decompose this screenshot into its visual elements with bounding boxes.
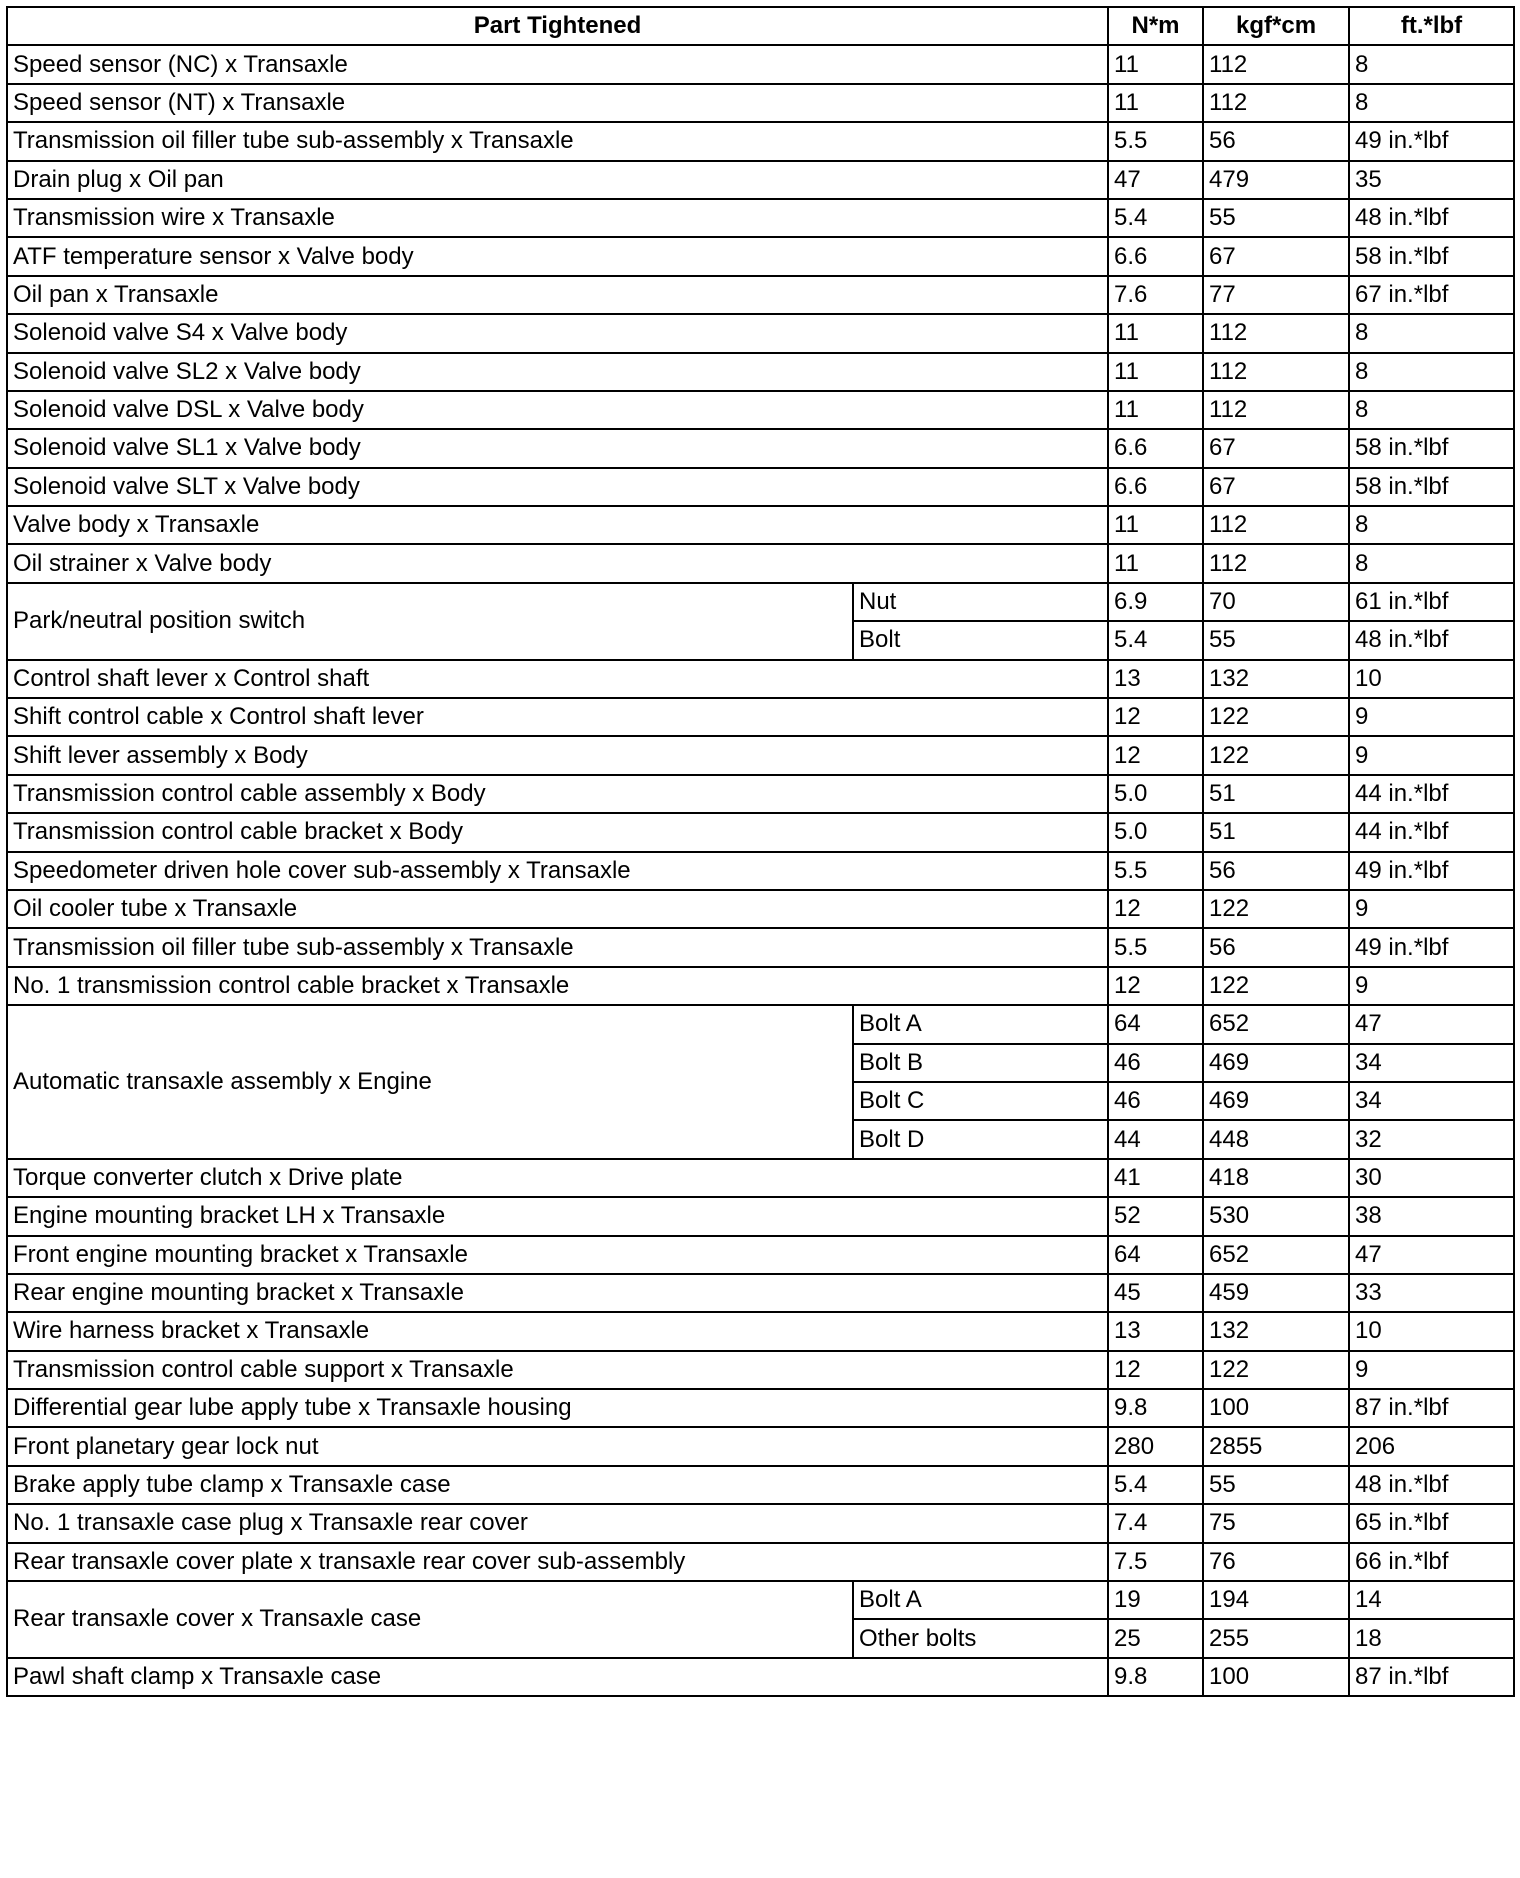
fastener-cell: Bolt A [853, 1581, 1108, 1619]
nm-cell: 5.5 [1108, 122, 1203, 160]
table-row [7, 1197, 1514, 1235]
table-row [7, 736, 1514, 774]
header-ft-lbf: ft.*lbf [1349, 7, 1514, 45]
ft-lbf-cell: 65 in.*lbf [1349, 1504, 1514, 1542]
part-cell: Transmission control cable bracket x Body [7, 813, 1108, 851]
kgf-cm-cell: 51 [1203, 775, 1349, 813]
part-cell: Speed sensor (NT) x Transaxle [7, 84, 1108, 122]
table-row [7, 1581, 1514, 1619]
header-nm: N*m [1108, 7, 1203, 45]
kgf-cm-cell: 652 [1203, 1236, 1349, 1274]
table-row [7, 353, 1514, 391]
ft-lbf-cell: 8 [1349, 353, 1514, 391]
kgf-cm-cell: 122 [1203, 698, 1349, 736]
part-cell: Park/neutral position switch [7, 583, 853, 660]
nm-cell: 5.4 [1108, 621, 1203, 659]
kgf-cm-cell: 100 [1203, 1389, 1349, 1427]
kgf-cm-cell: 75 [1203, 1504, 1349, 1542]
ft-lbf-cell: 9 [1349, 736, 1514, 774]
part-cell: Automatic transaxle assembly x Engine [7, 1005, 853, 1159]
nm-cell: 11 [1108, 353, 1203, 391]
table-row [7, 391, 1514, 429]
table-row [7, 506, 1514, 544]
part-cell: Transmission control cable assembly x Body [7, 775, 1108, 813]
fastener-cell: Bolt A [853, 1005, 1108, 1043]
table-header-row [7, 7, 1514, 45]
table-row [7, 698, 1514, 736]
table-row [7, 468, 1514, 506]
part-cell: Solenoid valve SL2 x Valve body [7, 353, 1108, 391]
ft-lbf-cell: 10 [1349, 1312, 1514, 1350]
kgf-cm-cell: 479 [1203, 161, 1349, 199]
ft-lbf-cell: 58 in.*lbf [1349, 237, 1514, 275]
kgf-cm-cell: 100 [1203, 1658, 1349, 1696]
table-row [7, 1427, 1514, 1465]
ft-lbf-cell: 49 in.*lbf [1349, 928, 1514, 966]
nm-cell: 47 [1108, 161, 1203, 199]
part-cell: Solenoid valve SLT x Valve body [7, 468, 1108, 506]
nm-cell: 12 [1108, 698, 1203, 736]
kgf-cm-cell: 77 [1203, 276, 1349, 314]
nm-cell: 6.6 [1108, 429, 1203, 467]
nm-cell: 13 [1108, 660, 1203, 698]
part-cell: Transmission wire x Transaxle [7, 199, 1108, 237]
table-row [7, 1543, 1514, 1581]
ft-lbf-cell: 8 [1349, 314, 1514, 352]
table-row [7, 1504, 1514, 1542]
torque-specification-table [6, 6, 1515, 1697]
table-row [7, 276, 1514, 314]
ft-lbf-cell: 49 in.*lbf [1349, 122, 1514, 160]
ft-lbf-cell: 66 in.*lbf [1349, 1543, 1514, 1581]
ft-lbf-cell: 9 [1349, 1351, 1514, 1389]
table-row [7, 928, 1514, 966]
ft-lbf-cell: 9 [1349, 890, 1514, 928]
kgf-cm-cell: 55 [1203, 1466, 1349, 1504]
nm-cell: 64 [1108, 1236, 1203, 1274]
nm-cell: 9.8 [1108, 1389, 1203, 1427]
table-row [7, 813, 1514, 851]
kgf-cm-cell: 55 [1203, 621, 1349, 659]
ft-lbf-cell: 10 [1349, 660, 1514, 698]
table-row [7, 583, 1514, 621]
fastener-cell: Other bolts [853, 1619, 1108, 1657]
ft-lbf-cell: 47 [1349, 1236, 1514, 1274]
kgf-cm-cell: 122 [1203, 736, 1349, 774]
kgf-cm-cell: 112 [1203, 314, 1349, 352]
kgf-cm-cell: 132 [1203, 660, 1349, 698]
ft-lbf-cell: 206 [1349, 1427, 1514, 1465]
table-row [7, 967, 1514, 1005]
part-cell: No. 1 transaxle case plug x Transaxle rear cover [7, 1504, 1108, 1542]
kgf-cm-cell: 112 [1203, 506, 1349, 544]
nm-cell: 6.6 [1108, 237, 1203, 275]
ft-lbf-cell: 8 [1349, 84, 1514, 122]
part-cell: Differential gear lube apply tube x Transaxle housing [7, 1389, 1108, 1427]
table-row [7, 237, 1514, 275]
table-row [7, 852, 1514, 890]
nm-cell: 11 [1108, 544, 1203, 582]
kgf-cm-cell: 76 [1203, 1543, 1349, 1581]
nm-cell: 12 [1108, 1351, 1203, 1389]
part-cell: Valve body x Transaxle [7, 506, 1108, 544]
part-cell: Speedometer driven hole cover sub-assembly x Transaxle [7, 852, 1108, 890]
fastener-cell: Bolt D [853, 1120, 1108, 1158]
ft-lbf-cell: 32 [1349, 1120, 1514, 1158]
nm-cell: 12 [1108, 736, 1203, 774]
kgf-cm-cell: 112 [1203, 353, 1349, 391]
kgf-cm-cell: 469 [1203, 1044, 1349, 1082]
ft-lbf-cell: 44 in.*lbf [1349, 775, 1514, 813]
nm-cell: 11 [1108, 45, 1203, 83]
ft-lbf-cell: 47 [1349, 1005, 1514, 1043]
kgf-cm-cell: 122 [1203, 967, 1349, 1005]
kgf-cm-cell: 56 [1203, 122, 1349, 160]
kgf-cm-cell: 67 [1203, 237, 1349, 275]
nm-cell: 5.4 [1108, 1466, 1203, 1504]
ft-lbf-cell: 49 in.*lbf [1349, 852, 1514, 890]
part-cell: Transmission control cable support x Transaxle [7, 1351, 1108, 1389]
nm-cell: 12 [1108, 890, 1203, 928]
kgf-cm-cell: 56 [1203, 928, 1349, 966]
kgf-cm-cell: 469 [1203, 1082, 1349, 1120]
part-cell: Drain plug x Oil pan [7, 161, 1108, 199]
fastener-cell: Bolt [853, 621, 1108, 659]
nm-cell: 12 [1108, 967, 1203, 1005]
ft-lbf-cell: 58 in.*lbf [1349, 429, 1514, 467]
ft-lbf-cell: 18 [1349, 1619, 1514, 1657]
part-cell: Rear engine mounting bracket x Transaxle [7, 1274, 1108, 1312]
table-row [7, 1312, 1514, 1350]
ft-lbf-cell: 8 [1349, 45, 1514, 83]
part-cell: Solenoid valve DSL x Valve body [7, 391, 1108, 429]
nm-cell: 6.6 [1108, 468, 1203, 506]
nm-cell: 7.5 [1108, 1543, 1203, 1581]
nm-cell: 280 [1108, 1427, 1203, 1465]
ft-lbf-cell: 87 in.*lbf [1349, 1658, 1514, 1696]
table-row [7, 1466, 1514, 1504]
part-cell: Solenoid valve SL1 x Valve body [7, 429, 1108, 467]
ft-lbf-cell: 58 in.*lbf [1349, 468, 1514, 506]
table-row [7, 1658, 1514, 1696]
nm-cell: 45 [1108, 1274, 1203, 1312]
kgf-cm-cell: 56 [1203, 852, 1349, 890]
part-cell: Solenoid valve S4 x Valve body [7, 314, 1108, 352]
ft-lbf-cell: 9 [1349, 698, 1514, 736]
ft-lbf-cell: 34 [1349, 1082, 1514, 1120]
table-row [7, 199, 1514, 237]
part-cell: Engine mounting bracket LH x Transaxle [7, 1197, 1108, 1235]
ft-lbf-cell: 8 [1349, 391, 1514, 429]
part-cell: Transmission oil filler tube sub-assembly x Transaxle [7, 122, 1108, 160]
kgf-cm-cell: 255 [1203, 1619, 1349, 1657]
nm-cell: 7.4 [1108, 1504, 1203, 1542]
nm-cell: 52 [1108, 1197, 1203, 1235]
part-cell: Rear transaxle cover x Transaxle case [7, 1581, 853, 1658]
nm-cell: 5.4 [1108, 199, 1203, 237]
nm-cell: 46 [1108, 1044, 1203, 1082]
part-cell: Front engine mounting bracket x Transaxle [7, 1236, 1108, 1274]
kgf-cm-cell: 112 [1203, 84, 1349, 122]
nm-cell: 5.0 [1108, 813, 1203, 851]
part-cell: Front planetary gear lock nut [7, 1427, 1108, 1465]
kgf-cm-cell: 418 [1203, 1159, 1349, 1197]
ft-lbf-cell: 34 [1349, 1044, 1514, 1082]
kgf-cm-cell: 459 [1203, 1274, 1349, 1312]
part-cell: Torque converter clutch x Drive plate [7, 1159, 1108, 1197]
table-row [7, 544, 1514, 582]
kgf-cm-cell: 652 [1203, 1005, 1349, 1043]
part-cell: Oil pan x Transaxle [7, 276, 1108, 314]
kgf-cm-cell: 112 [1203, 544, 1349, 582]
ft-lbf-cell: 48 in.*lbf [1349, 1466, 1514, 1504]
header-kgf-cm: kgf*cm [1203, 7, 1349, 45]
ft-lbf-cell: 8 [1349, 544, 1514, 582]
ft-lbf-cell: 67 in.*lbf [1349, 276, 1514, 314]
fastener-cell: Bolt C [853, 1082, 1108, 1120]
ft-lbf-cell: 61 in.*lbf [1349, 583, 1514, 621]
kgf-cm-cell: 55 [1203, 199, 1349, 237]
ft-lbf-cell: 38 [1349, 1197, 1514, 1235]
kgf-cm-cell: 51 [1203, 813, 1349, 851]
part-cell: Pawl shaft clamp x Transaxle case [7, 1658, 1108, 1696]
table-row [7, 1236, 1514, 1274]
part-cell: Shift control cable x Control shaft lever [7, 698, 1108, 736]
nm-cell: 19 [1108, 1581, 1203, 1619]
table-row [7, 660, 1514, 698]
header-part-tightened: Part Tightened [7, 7, 1108, 45]
part-cell: Brake apply tube clamp x Transaxle case [7, 1466, 1108, 1504]
ft-lbf-cell: 44 in.*lbf [1349, 813, 1514, 851]
ft-lbf-cell: 8 [1349, 506, 1514, 544]
fastener-cell: Nut [853, 583, 1108, 621]
nm-cell: 25 [1108, 1619, 1203, 1657]
kgf-cm-cell: 132 [1203, 1312, 1349, 1350]
part-cell: Wire harness bracket x Transaxle [7, 1312, 1108, 1350]
table-row [7, 1389, 1514, 1427]
kgf-cm-cell: 112 [1203, 45, 1349, 83]
table-row [7, 1274, 1514, 1312]
kgf-cm-cell: 122 [1203, 1351, 1349, 1389]
nm-cell: 11 [1108, 84, 1203, 122]
nm-cell: 5.5 [1108, 928, 1203, 966]
nm-cell: 7.6 [1108, 276, 1203, 314]
kgf-cm-cell: 530 [1203, 1197, 1349, 1235]
nm-cell: 41 [1108, 1159, 1203, 1197]
part-cell: Shift lever assembly x Body [7, 736, 1108, 774]
table-row [7, 1351, 1514, 1389]
table-row [7, 161, 1514, 199]
fastener-cell: Bolt B [853, 1044, 1108, 1082]
table-row [7, 775, 1514, 813]
nm-cell: 5.5 [1108, 852, 1203, 890]
nm-cell: 9.8 [1108, 1658, 1203, 1696]
part-cell: No. 1 transmission control cable bracket x Transaxle [7, 967, 1108, 1005]
table-row [7, 890, 1514, 928]
ft-lbf-cell: 87 in.*lbf [1349, 1389, 1514, 1427]
part-cell: Oil strainer x Valve body [7, 544, 1108, 582]
table-row [7, 1005, 1514, 1043]
nm-cell: 11 [1108, 314, 1203, 352]
ft-lbf-cell: 48 in.*lbf [1349, 621, 1514, 659]
ft-lbf-cell: 33 [1349, 1274, 1514, 1312]
kgf-cm-cell: 194 [1203, 1581, 1349, 1619]
kgf-cm-cell: 67 [1203, 468, 1349, 506]
nm-cell: 44 [1108, 1120, 1203, 1158]
part-cell: Speed sensor (NC) x Transaxle [7, 45, 1108, 83]
part-cell: Oil cooler tube x Transaxle [7, 890, 1108, 928]
nm-cell: 64 [1108, 1005, 1203, 1043]
kgf-cm-cell: 122 [1203, 890, 1349, 928]
part-cell: Rear transaxle cover plate x transaxle rear cover sub-assembly [7, 1543, 1108, 1581]
ft-lbf-cell: 30 [1349, 1159, 1514, 1197]
nm-cell: 5.0 [1108, 775, 1203, 813]
table-body [7, 45, 1514, 1696]
nm-cell: 11 [1108, 506, 1203, 544]
nm-cell: 13 [1108, 1312, 1203, 1350]
part-cell: Transmission oil filler tube sub-assembly x Transaxle [7, 928, 1108, 966]
ft-lbf-cell: 48 in.*lbf [1349, 199, 1514, 237]
part-cell: ATF temperature sensor x Valve body [7, 237, 1108, 275]
kgf-cm-cell: 448 [1203, 1120, 1349, 1158]
nm-cell: 46 [1108, 1082, 1203, 1120]
ft-lbf-cell: 35 [1349, 161, 1514, 199]
kgf-cm-cell: 70 [1203, 583, 1349, 621]
table-row [7, 45, 1514, 83]
nm-cell: 11 [1108, 391, 1203, 429]
kgf-cm-cell: 2855 [1203, 1427, 1349, 1465]
table-row [7, 84, 1514, 122]
table-row [7, 429, 1514, 467]
nm-cell: 6.9 [1108, 583, 1203, 621]
kgf-cm-cell: 67 [1203, 429, 1349, 467]
table-row [7, 1159, 1514, 1197]
part-cell: Control shaft lever x Control shaft [7, 660, 1108, 698]
ft-lbf-cell: 9 [1349, 967, 1514, 1005]
table-row [7, 122, 1514, 160]
kgf-cm-cell: 112 [1203, 391, 1349, 429]
table-row [7, 314, 1514, 352]
ft-lbf-cell: 14 [1349, 1581, 1514, 1619]
